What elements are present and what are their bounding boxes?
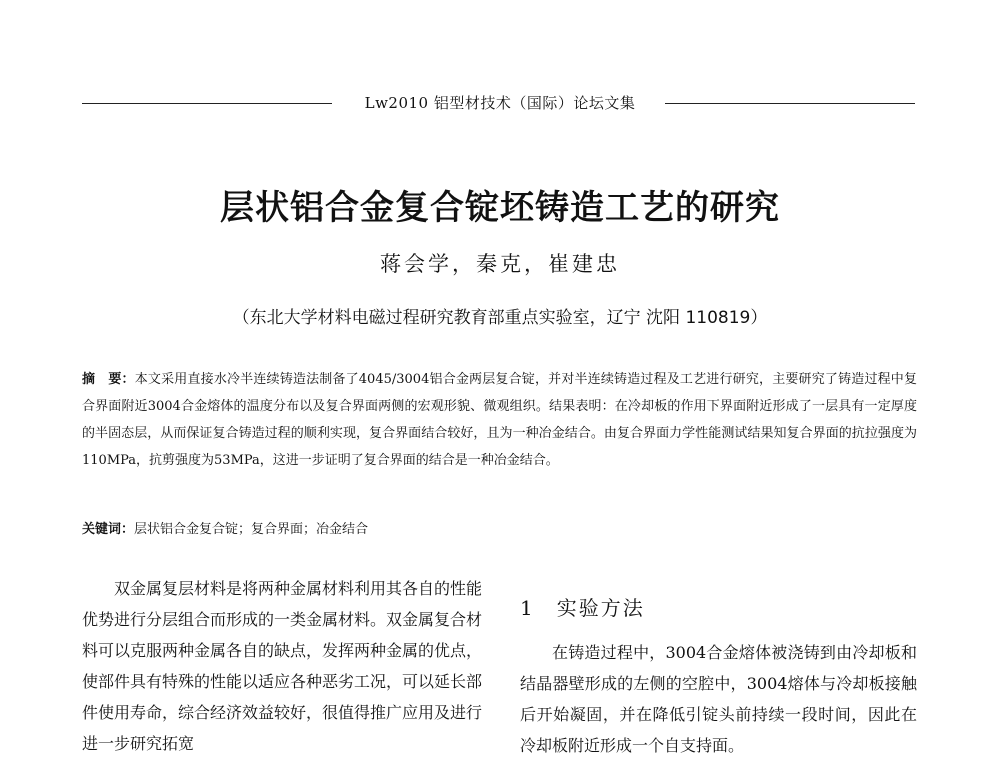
- paper-affiliation: （东北大学材料电磁过程研究教育部重点实验室，辽宁 沈阳 110819）: [232, 308, 768, 328]
- abstract-text: 本文采用直接水冷半连续铸造法制备了4045/3004铝合金两层复合锭，并对半连续铸造过程及工艺进行研究，主要研究了铸造过程中复合界面附近3004合金熔体的温度分布以及复合界面两侧的宏观形貌、微观组织。结果表明：在冷却板的作用下界面附近形成了一层具有一定厚度的半固态层，从而保证复合铸造过程的顺利实现，复合界面结合较好，且为一种冶金结合。由复合界面力学性能测试结果知复合界面的抗拉强度为110MPa，抗剪强度为53MPa，这进一步证明了复合界面的结合是一种冶金结合。: [82, 372, 917, 468]
- paper-authors: 蒋会学，秦克，崔建忠: [380, 252, 620, 276]
- header-rule-right: [665, 103, 915, 104]
- keywords-text: 层状铝合金复合锭；复合界面；冶金结合: [134, 522, 369, 537]
- intro-paragraph: 双金属复层材料是将两种金属材料利用其各自的性能优势进行分层组合而形成的一类金属材料。双金属复合材料可以克服两种金属各自的缺点，发挥两种金属的优点，使部件具有特殊的性能以适应各种恶劣工况，可以延长部件使用寿命，综合经济效益较好，很值得推广应用及进行进一步研究拓宽: [82, 579, 483, 753]
- abstract-label: 摘 要：: [82, 372, 135, 387]
- section-1-heading: 1 实验方法: [520, 596, 645, 620]
- keywords: [82, 518, 917, 537]
- abstract: [82, 366, 917, 474]
- keywords-label: 关键词：: [82, 522, 135, 537]
- section-1-paragraph: 在铸造过程中，3004合金熔体被浇铸到由冷却板和结晶器壁形成的左侧的空腔中，3004熔体与冷却板接触后开始凝固，并在降低引锭头前持续一段时间，因此在冷却板附近形成一个自支持面。: [520, 643, 917, 755]
- header-rule-left: [82, 103, 332, 104]
- running-title: Lw2010 铝型材技术（国际）论坛文集: [364, 94, 636, 112]
- paper-title: 层状铝合金复合锭坯铸造工艺的研究: [220, 188, 780, 228]
